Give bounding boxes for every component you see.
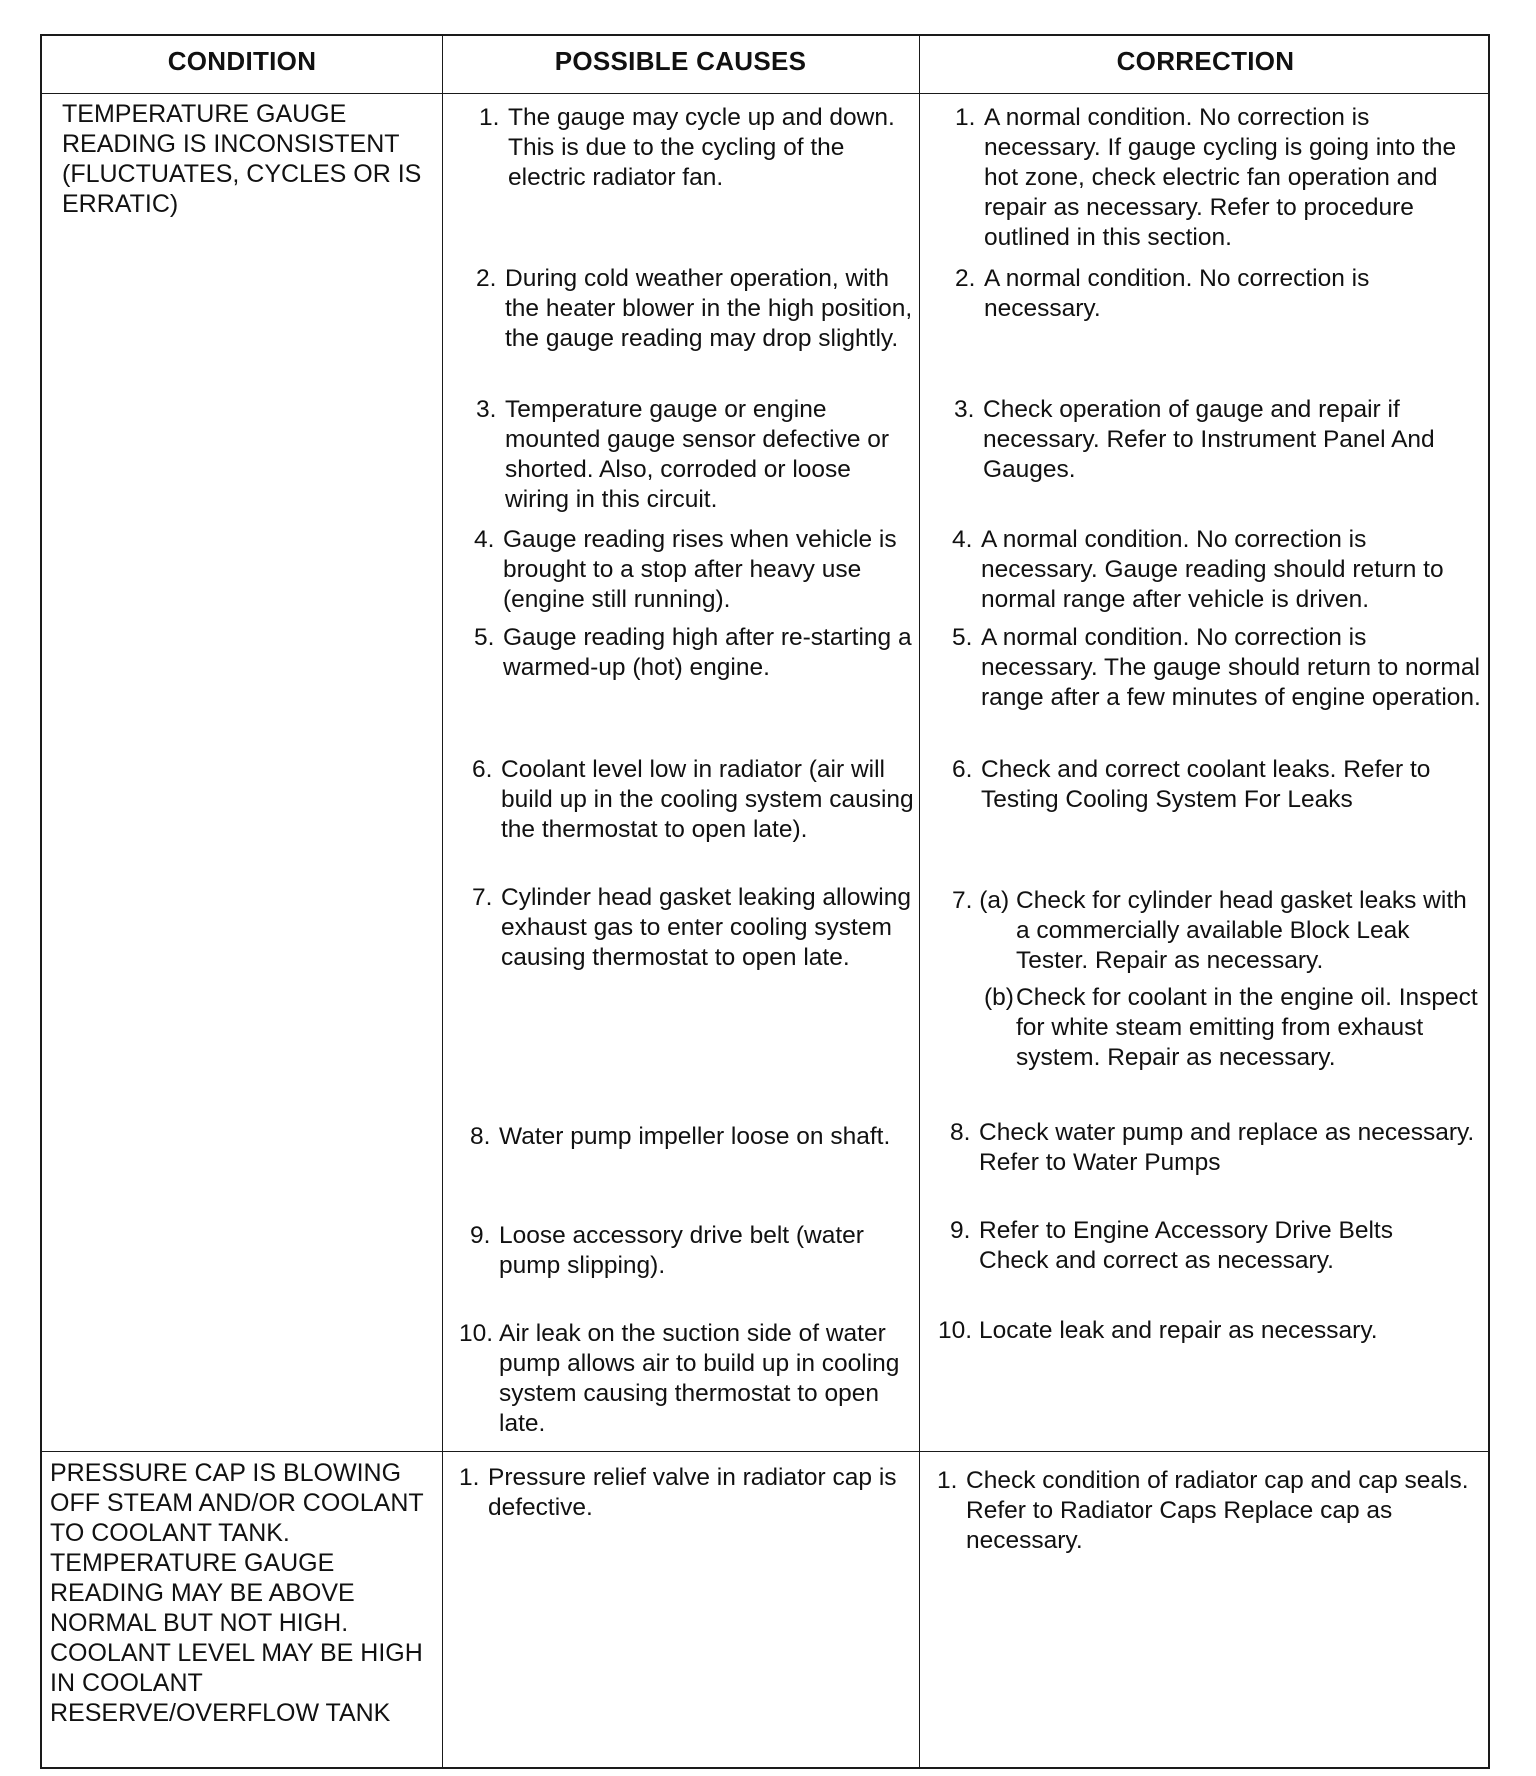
- correction-text: Check and correct coolant leaks. Refer to Testing Cooling System For Leaks: [981, 756, 1431, 813]
- row-1-cause-8: [470, 1122, 914, 1152]
- diagnosis-table: [40, 34, 1490, 1769]
- row-1-cause-3: [476, 395, 914, 515]
- cause-text: Water pump impeller loose on shaft.: [499, 1123, 891, 1150]
- row-1-correction-9: [950, 1216, 1393, 1276]
- cause-number: 3.: [476, 396, 497, 423]
- correction-number: 1.: [937, 1467, 958, 1494]
- cause-number: 1.: [459, 1464, 480, 1491]
- row-divider: [42, 1451, 1488, 1452]
- header-divider: [42, 93, 1488, 94]
- row-1-correction-7b: [984, 983, 1485, 1073]
- row-1-cause-1: [479, 103, 914, 193]
- row-1-correction-7a: [952, 886, 1485, 976]
- header-correction: CORRECTION: [1116, 46, 1295, 76]
- row-1-cause-5: [474, 623, 914, 683]
- cause-text: Temperature gauge or engine mounted gauge sensor defective or shorted. Also, corroded or loose wiring in this circuit.: [505, 396, 890, 513]
- correction-number: 8.: [950, 1119, 971, 1146]
- correction-text: Check condition of radiator cap and cap seals. Refer to Radiator Caps Replace cap as necessary.: [966, 1467, 1469, 1554]
- correction-number: 2.: [955, 265, 976, 292]
- correction-number: 7. (a): [952, 887, 1010, 914]
- row-1-correction-8: [950, 1118, 1485, 1178]
- cause-text: Pressure relief valve in radiator cap is defective.: [488, 1464, 897, 1521]
- correction-text: A normal condition. No correction is necessary. The gauge should return to normal range after a few minutes of engine operation.: [981, 624, 1481, 711]
- cause-text: Coolant level low in radiator (air will build up in the cooling system causing the thermostat to open late).: [501, 756, 914, 843]
- cause-text: The gauge may cycle up and down. This is due to the cycling of the electric radiator fan.: [508, 104, 895, 191]
- cause-number: 8.: [470, 1123, 491, 1150]
- column-divider-2: [919, 36, 920, 1767]
- cause-number: 1.: [479, 104, 500, 131]
- cause-text: Air leak on the suction side of water pump allows air to build up in cooling system causing thermostat to open late.: [499, 1320, 900, 1437]
- correction-number: 1.: [955, 104, 976, 131]
- row-2-condition: PRESSURE CAP IS BLOWING OFF STEAM AND/OR COOLANT TO COOLANT TANK. TEMPERATURE GAUGE READING MAY BE ABOVE NORMAL BUT NOT HIGH. COOLANT LEVEL MAY BE HIGH IN COOLANT RESERVE/OVERFLOW TANK: [50, 1459, 424, 1727]
- correction-number: (b): [984, 984, 1014, 1011]
- correction-number: 9.: [950, 1217, 971, 1244]
- row-1-condition: TEMPERATURE GAUGE READING IS INCONSISTENT (FLUCTUATES, CYCLES OR IS ERRATIC): [62, 100, 422, 218]
- row-1-correction-2: [955, 264, 1485, 324]
- row-2-correction-1: [937, 1466, 1485, 1556]
- cause-text: Cylinder head gasket leaking allowing exhaust gas to enter cooling system causing thermostat to open late.: [501, 884, 911, 971]
- column-divider-1: [442, 36, 443, 1767]
- row-1-cause-10: [459, 1319, 914, 1439]
- correction-text: Check for coolant in the engine oil. Inspect for white steam emitting from exhaust system. Repair as necessary.: [1016, 984, 1478, 1071]
- cause-number: 4.: [474, 526, 495, 553]
- cause-text: Gauge reading high after re-starting a warmed-up (hot) engine.: [503, 624, 912, 681]
- correction-text: Locate leak and repair as necessary.: [979, 1317, 1378, 1344]
- correction-number: 5.: [952, 624, 973, 651]
- cause-number: 5.: [474, 624, 495, 651]
- row-1-cause-4: [474, 525, 914, 615]
- row-1-correction-10: [938, 1316, 1485, 1346]
- row-1-cause-7: [472, 883, 914, 973]
- row-1-correction-3: [954, 395, 1485, 485]
- correction-text: Refer to Engine Accessory Drive Belts Check and correct as necessary.: [979, 1217, 1393, 1274]
- row-1-cause-6: [472, 755, 914, 845]
- correction-number: 3.: [954, 396, 975, 423]
- row-1-correction-4: [952, 525, 1485, 615]
- correction-number: 10.: [938, 1317, 973, 1344]
- correction-text: Check water pump and replace as necessary. Refer to Water Pumps: [979, 1119, 1475, 1176]
- correction-text: Check operation of gauge and repair if necessary. Refer to Instrument Panel And Gauges.: [983, 396, 1435, 483]
- row-1-correction-6: [952, 755, 1485, 815]
- correction-text: A normal condition. No correction is necessary. Gauge reading should return to normal range after vehicle is driven.: [981, 526, 1444, 613]
- correction-text: A normal condition. No correction is necessary.: [984, 265, 1370, 322]
- cause-number: 6.: [472, 756, 493, 783]
- correction-text: Check for cylinder head gasket leaks with a commercially available Block Leak Tester. Repair as necessary.: [1016, 887, 1467, 974]
- cause-text: Loose accessory drive belt (water pump slipping).: [499, 1222, 864, 1279]
- cause-number: 9.: [470, 1222, 491, 1249]
- cause-text: During cold weather operation, with the heater blower in the high position, the gauge reading may drop slightly.: [505, 265, 913, 352]
- correction-number: 6.: [952, 756, 973, 783]
- correction-text: A normal condition. No correction is necessary. If gauge cycling is going into the hot zone, check electric fan operation and repair as necessary. Refer to procedure outlined in this section.: [984, 104, 1457, 251]
- header-condition: CONDITION: [167, 46, 317, 76]
- row-1-cause-9: [470, 1221, 914, 1281]
- cause-number: 2.: [476, 265, 497, 292]
- cause-number: 7.: [472, 884, 493, 911]
- cause-text: Gauge reading rises when vehicle is brought to a stop after heavy use (engine still running).: [503, 526, 897, 613]
- row-1-correction-1: [955, 103, 1485, 253]
- correction-number: 4.: [952, 526, 973, 553]
- row-1-cause-2: [476, 264, 914, 354]
- cause-number: 10.: [459, 1320, 494, 1347]
- row-1-correction-5: [952, 623, 1485, 713]
- header-possible-causes: POSSIBLE CAUSES: [554, 46, 807, 76]
- row-2-cause-1: [459, 1463, 914, 1523]
